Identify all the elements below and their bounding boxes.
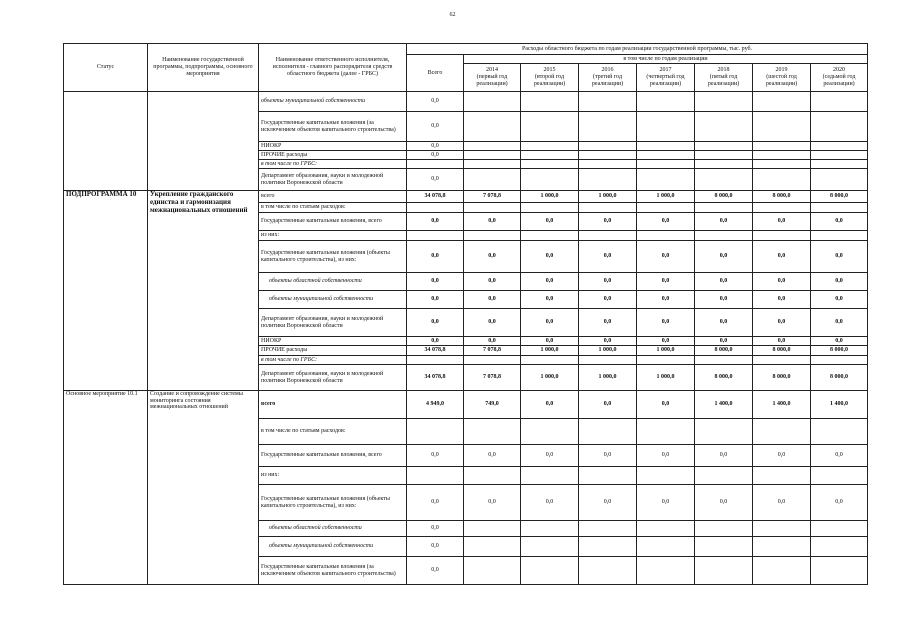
year-value-cell: 0,0 xyxy=(637,337,695,346)
total-cell: 0,0 xyxy=(407,291,464,309)
header-year-2016 xyxy=(579,64,637,92)
header-year-label: (третий год реализации) xyxy=(591,74,624,87)
table-row xyxy=(64,191,868,203)
subprogram-status: ПОДПРОГРАММА 10 xyxy=(64,191,148,391)
year-value-cell: 1 000,0 xyxy=(521,365,579,391)
year-value-cell xyxy=(521,537,579,557)
header-year-number: 2020 xyxy=(833,67,845,74)
year-value-cell xyxy=(637,537,695,557)
header-year-number: 2016 xyxy=(601,67,614,74)
budget-table xyxy=(63,43,868,585)
year-value-cell xyxy=(695,467,753,485)
year-value-cell: 8 000,0 xyxy=(753,191,811,203)
total-cell: 0,0 xyxy=(407,273,464,291)
year-value-cell: 0,0 xyxy=(811,213,868,231)
year-value-cell xyxy=(579,231,637,241)
header-year-2018 xyxy=(695,64,753,92)
row-label: Государственные капитальные вложения (за исключением объектов капитального строительства) xyxy=(259,112,407,142)
total-cell: 0,0 xyxy=(407,337,464,346)
year-value-cell xyxy=(695,557,753,585)
year-value-cell: 0,0 xyxy=(637,391,695,419)
year-value-cell: 0,0 xyxy=(695,213,753,231)
year-value-cell: 0,0 xyxy=(521,337,579,346)
header-expenses: Расходы областного бюджета по годам реализации государственной программы, тыс. руб. xyxy=(407,44,868,55)
row-label: объекты муниципальной собственности xyxy=(259,92,407,112)
row-label: Департамент образования, науки и молодежной политики Воронежской области xyxy=(259,365,407,391)
total-cell: 34 078,8 xyxy=(407,365,464,391)
year-value-cell: 0,0 xyxy=(695,309,753,337)
header-year-label: (четвертый год реализации) xyxy=(646,74,685,87)
row-label: в том числе по ГРБС: xyxy=(259,356,407,365)
header-year-2020 xyxy=(811,64,868,92)
year-value-cell xyxy=(579,169,637,191)
year-value-cell: 0,0 xyxy=(464,485,521,521)
total-cell xyxy=(407,203,464,213)
year-value-cell xyxy=(579,557,637,585)
year-value-cell xyxy=(521,419,579,445)
year-value-cell xyxy=(695,151,753,160)
activity-name: Создание и сопровождение системы мониторинга состояния межнациональных отношений xyxy=(148,391,259,585)
year-value-cell xyxy=(753,356,811,365)
year-value-cell xyxy=(637,112,695,142)
year-value-cell xyxy=(811,142,868,151)
year-value-cell: 0,0 xyxy=(521,391,579,419)
year-value-cell xyxy=(695,356,753,365)
total-cell: 0,0 xyxy=(407,557,464,585)
year-value-cell: 8 000,0 xyxy=(753,365,811,391)
year-value-cell xyxy=(637,151,695,160)
header-total: Всего xyxy=(407,55,464,92)
year-value-cell: 1 400,0 xyxy=(753,391,811,419)
year-value-cell: 0,0 xyxy=(579,485,637,521)
year-value-cell: 1 400,0 xyxy=(811,391,868,419)
year-value-cell xyxy=(464,112,521,142)
year-value-cell xyxy=(753,537,811,557)
year-value-cell xyxy=(464,142,521,151)
header-year-label: (шестой год реализации) xyxy=(765,74,798,87)
year-value-cell: 1 000,0 xyxy=(637,346,695,356)
year-value-cell xyxy=(753,557,811,585)
year-value-cell xyxy=(753,92,811,112)
year-value-cell: 0,0 xyxy=(579,391,637,419)
year-value-cell: 0,0 xyxy=(579,213,637,231)
header-year-number: 2017 xyxy=(659,67,672,74)
row-label: Государственные капитальные вложения, всего xyxy=(259,213,407,231)
year-value-cell xyxy=(637,169,695,191)
total-cell: 0,0 xyxy=(407,309,464,337)
year-value-cell xyxy=(521,112,579,142)
total-cell: 0,0 xyxy=(407,112,464,142)
header-year-2017 xyxy=(637,64,695,92)
year-value-cell xyxy=(753,467,811,485)
row-label: в том числе по ГРБС: xyxy=(259,160,407,169)
year-value-cell xyxy=(695,419,753,445)
year-value-cell: 749,0 xyxy=(464,391,521,419)
year-value-cell xyxy=(637,521,695,537)
year-value-cell xyxy=(753,521,811,537)
total-cell: 0,0 xyxy=(407,92,464,112)
year-value-cell: 0,0 xyxy=(521,273,579,291)
year-value-cell xyxy=(521,203,579,213)
year-value-cell xyxy=(637,160,695,169)
activity-status: Основное мероприятие 10.1 xyxy=(64,391,148,585)
year-value-cell: 0,0 xyxy=(811,291,868,309)
year-value-cell xyxy=(637,203,695,213)
year-value-cell: 0,0 xyxy=(811,309,868,337)
year-value-cell xyxy=(811,92,868,112)
year-value-cell xyxy=(464,467,521,485)
total-cell: 0,0 xyxy=(407,485,464,521)
year-value-cell: 8 000,0 xyxy=(811,191,868,203)
year-value-cell xyxy=(579,151,637,160)
header-program-name: Наименование государственной программы, подпрограммы, основного мероприятия xyxy=(148,44,259,92)
year-value-cell xyxy=(579,521,637,537)
year-value-cell: 0,0 xyxy=(753,241,811,273)
year-value-cell xyxy=(521,356,579,365)
year-value-cell: 1 000,0 xyxy=(579,191,637,203)
header-year-number: 2015 xyxy=(543,67,556,74)
year-value-cell xyxy=(695,169,753,191)
year-value-cell: 7 078,8 xyxy=(464,346,521,356)
total-cell: 0,0 xyxy=(407,213,464,231)
year-value-cell xyxy=(521,467,579,485)
table-row xyxy=(64,391,868,419)
year-value-cell xyxy=(579,142,637,151)
year-value-cell xyxy=(811,160,868,169)
year-value-cell xyxy=(811,356,868,365)
row-label: НИОКР xyxy=(259,142,407,151)
year-value-cell: 8 000,0 xyxy=(811,346,868,356)
year-value-cell: 0,0 xyxy=(579,273,637,291)
total-cell xyxy=(407,467,464,485)
year-value-cell xyxy=(464,203,521,213)
year-value-cell: 1 000,0 xyxy=(637,365,695,391)
year-value-cell: 0,0 xyxy=(695,337,753,346)
year-value-cell xyxy=(753,203,811,213)
year-value-cell xyxy=(811,151,868,160)
year-value-cell: 0,0 xyxy=(811,273,868,291)
total-cell: 34 078,8 xyxy=(407,191,464,203)
header-year-2014 xyxy=(464,64,521,92)
year-value-cell: 0,0 xyxy=(637,273,695,291)
year-value-cell: 1 000,0 xyxy=(579,365,637,391)
row-label: Государственные капитальные вложения (за исключением объектов капитального строительства) xyxy=(259,557,407,585)
row-label: объекты областной собственности xyxy=(259,521,407,537)
year-value-cell xyxy=(695,160,753,169)
year-value-cell xyxy=(464,537,521,557)
year-value-cell xyxy=(637,92,695,112)
year-value-cell: 0,0 xyxy=(811,485,868,521)
table-row xyxy=(64,92,868,112)
year-value-cell xyxy=(521,169,579,191)
header-year-label: (первый год реализации) xyxy=(476,74,508,87)
header-year-label: (седьмой год реализации) xyxy=(822,74,856,87)
year-value-cell: 0,0 xyxy=(637,291,695,309)
year-value-cell: 0,0 xyxy=(579,445,637,467)
year-value-cell xyxy=(637,557,695,585)
year-value-cell xyxy=(579,112,637,142)
year-value-cell xyxy=(811,521,868,537)
year-value-cell xyxy=(811,112,868,142)
year-value-cell xyxy=(695,231,753,241)
year-value-cell: 8 000,0 xyxy=(811,365,868,391)
year-value-cell xyxy=(753,169,811,191)
total-cell xyxy=(407,231,464,241)
row-label: ПРОЧИЕ расходы xyxy=(259,346,407,356)
row-label: из них: xyxy=(259,231,407,241)
year-value-cell: 1 000,0 xyxy=(637,191,695,203)
total-cell xyxy=(407,160,464,169)
year-value-cell: 0,0 xyxy=(811,337,868,346)
year-value-cell xyxy=(695,537,753,557)
year-value-cell xyxy=(521,151,579,160)
row-label: НИОКР xyxy=(259,337,407,346)
row-label: Департамент образования, науки и молодежной политики Воронежской области xyxy=(259,309,407,337)
year-value-cell xyxy=(579,537,637,557)
row-label: Департамент образования, науки и молодежной политики Воронежской области xyxy=(259,169,407,191)
row-label: Государственные капитальные вложения, всего xyxy=(259,445,407,467)
year-value-cell: 0,0 xyxy=(637,213,695,231)
total-cell: 4 949,0 xyxy=(407,391,464,419)
year-value-cell: 0,0 xyxy=(464,241,521,273)
year-value-cell xyxy=(695,112,753,142)
year-value-cell xyxy=(579,467,637,485)
total-cell: 0,0 xyxy=(407,241,464,273)
year-value-cell: 0,0 xyxy=(637,309,695,337)
header-year-number: 2019 xyxy=(775,67,788,74)
year-value-cell xyxy=(811,203,868,213)
year-value-cell xyxy=(579,356,637,365)
year-value-cell xyxy=(521,142,579,151)
year-value-cell xyxy=(464,160,521,169)
year-value-cell: 0,0 xyxy=(464,213,521,231)
year-value-cell: 0,0 xyxy=(637,445,695,467)
year-value-cell: 0,0 xyxy=(464,291,521,309)
header-executor: Наименование ответственного исполнителя, исполнителя - главного распорядителя средств областного бюджета (далее - ГРБС) xyxy=(259,44,407,92)
header-year-2015 xyxy=(521,64,579,92)
year-value-cell: 0,0 xyxy=(811,241,868,273)
year-value-cell xyxy=(811,231,868,241)
year-value-cell: 0,0 xyxy=(464,309,521,337)
year-value-cell xyxy=(579,203,637,213)
row-label: Государственные капитальные вложения (объекты капитального строительства), из них: xyxy=(259,241,407,273)
year-value-cell xyxy=(695,92,753,112)
year-value-cell: 8 000,0 xyxy=(695,365,753,391)
total-cell: 0,0 xyxy=(407,445,464,467)
year-value-cell xyxy=(811,557,868,585)
year-value-cell xyxy=(811,467,868,485)
year-value-cell: 0,0 xyxy=(811,445,868,467)
header-year-label: (пятый год реализации) xyxy=(707,74,740,87)
year-value-cell: 0,0 xyxy=(637,485,695,521)
year-value-cell xyxy=(464,92,521,112)
year-value-cell: 1 000,0 xyxy=(521,191,579,203)
year-value-cell xyxy=(464,151,521,160)
year-value-cell xyxy=(521,521,579,537)
year-value-cell xyxy=(753,419,811,445)
year-value-cell: 0,0 xyxy=(695,241,753,273)
year-value-cell: 0,0 xyxy=(753,337,811,346)
year-value-cell: 0,0 xyxy=(579,337,637,346)
total-cell xyxy=(407,356,464,365)
year-value-cell: 1 000,0 xyxy=(579,346,637,356)
year-value-cell xyxy=(464,521,521,537)
year-value-cell xyxy=(521,557,579,585)
year-value-cell xyxy=(637,467,695,485)
year-value-cell: 0,0 xyxy=(521,213,579,231)
year-value-cell xyxy=(695,203,753,213)
year-value-cell xyxy=(753,151,811,160)
year-value-cell xyxy=(464,231,521,241)
year-value-cell xyxy=(811,169,868,191)
year-value-cell: 0,0 xyxy=(464,273,521,291)
total-cell: 0,0 xyxy=(407,169,464,191)
year-value-cell: 0,0 xyxy=(695,273,753,291)
year-value-cell xyxy=(637,356,695,365)
year-value-cell xyxy=(464,356,521,365)
year-value-cell: 8 000,0 xyxy=(753,346,811,356)
year-value-cell xyxy=(753,160,811,169)
row-label: Государственные капитальные вложения (объекты капитального строительства), из них: xyxy=(259,485,407,521)
year-value-cell xyxy=(695,521,753,537)
year-value-cell: 0,0 xyxy=(753,291,811,309)
year-value-cell xyxy=(811,419,868,445)
year-value-cell: 0,0 xyxy=(695,291,753,309)
year-value-cell: 0,0 xyxy=(521,485,579,521)
total-cell: 0,0 xyxy=(407,521,464,537)
header-by-years: в том числе по годам реализации xyxy=(464,55,868,64)
year-value-cell xyxy=(464,169,521,191)
year-value-cell: 0,0 xyxy=(753,273,811,291)
year-value-cell: 0,0 xyxy=(695,485,753,521)
subprogram-name: Укрепление гражданского единства и гармонизация межнациональных отношений xyxy=(148,191,259,391)
year-value-cell xyxy=(464,419,521,445)
total-cell: 34 078,8 xyxy=(407,346,464,356)
header-year-2019 xyxy=(753,64,811,92)
row-label: объекты муниципальной собственности xyxy=(259,291,407,309)
row-label: всего xyxy=(259,191,407,203)
year-value-cell xyxy=(579,92,637,112)
row-label: из них: xyxy=(259,467,407,485)
year-value-cell xyxy=(521,231,579,241)
year-value-cell xyxy=(579,160,637,169)
year-value-cell: 0,0 xyxy=(753,485,811,521)
year-value-cell: 7 078,8 xyxy=(464,191,521,203)
year-value-cell: 0,0 xyxy=(753,309,811,337)
year-value-cell: 1 000,0 xyxy=(521,346,579,356)
year-value-cell xyxy=(521,92,579,112)
header-status: Статус xyxy=(64,44,148,92)
year-value-cell: 0,0 xyxy=(695,445,753,467)
year-value-cell: 0,0 xyxy=(637,241,695,273)
year-value-cell xyxy=(695,142,753,151)
year-value-cell xyxy=(753,231,811,241)
year-value-cell: 0,0 xyxy=(579,309,637,337)
row-label: в том числе по статьям расходов: xyxy=(259,203,407,213)
year-value-cell xyxy=(811,537,868,557)
row-label: объекты муниципальной собственности xyxy=(259,537,407,557)
year-value-cell: 0,0 xyxy=(521,309,579,337)
year-value-cell: 0,0 xyxy=(521,291,579,309)
row-label: ПРОЧИЕ расходы xyxy=(259,151,407,160)
year-value-cell xyxy=(753,142,811,151)
year-value-cell xyxy=(521,160,579,169)
year-value-cell: 8 000,0 xyxy=(695,346,753,356)
header-year-number: 2018 xyxy=(717,67,730,74)
program-name-cell xyxy=(148,92,259,191)
year-value-cell: 0,0 xyxy=(464,337,521,346)
year-value-cell: 0,0 xyxy=(753,213,811,231)
total-cell: 0,0 xyxy=(407,151,464,160)
header-year-number: 2014 xyxy=(486,67,498,74)
row-label: всего xyxy=(259,391,407,419)
year-value-cell xyxy=(637,419,695,445)
year-value-cell: 0,0 xyxy=(521,445,579,467)
page-number: 62 xyxy=(449,12,456,18)
year-value-cell xyxy=(637,231,695,241)
year-value-cell xyxy=(579,419,637,445)
status-cell xyxy=(64,92,148,191)
year-value-cell: 7 078,8 xyxy=(464,365,521,391)
year-value-cell xyxy=(464,557,521,585)
row-label: в том числе по статьям расходов: xyxy=(259,419,407,445)
year-value-cell: 0,0 xyxy=(521,241,579,273)
total-cell: 0,0 xyxy=(407,537,464,557)
row-label: объекты областной собственности xyxy=(259,273,407,291)
total-cell xyxy=(407,419,464,445)
total-cell: 0,0 xyxy=(407,142,464,151)
year-value-cell: 8 000,0 xyxy=(695,191,753,203)
year-value-cell xyxy=(753,112,811,142)
year-value-cell: 0,0 xyxy=(464,445,521,467)
header-year-label: (второй год реализации) xyxy=(533,74,566,87)
year-value-cell: 0,0 xyxy=(579,241,637,273)
year-value-cell: 0,0 xyxy=(579,291,637,309)
year-value-cell: 1 400,0 xyxy=(695,391,753,419)
year-value-cell xyxy=(637,142,695,151)
year-value-cell: 0,0 xyxy=(753,445,811,467)
